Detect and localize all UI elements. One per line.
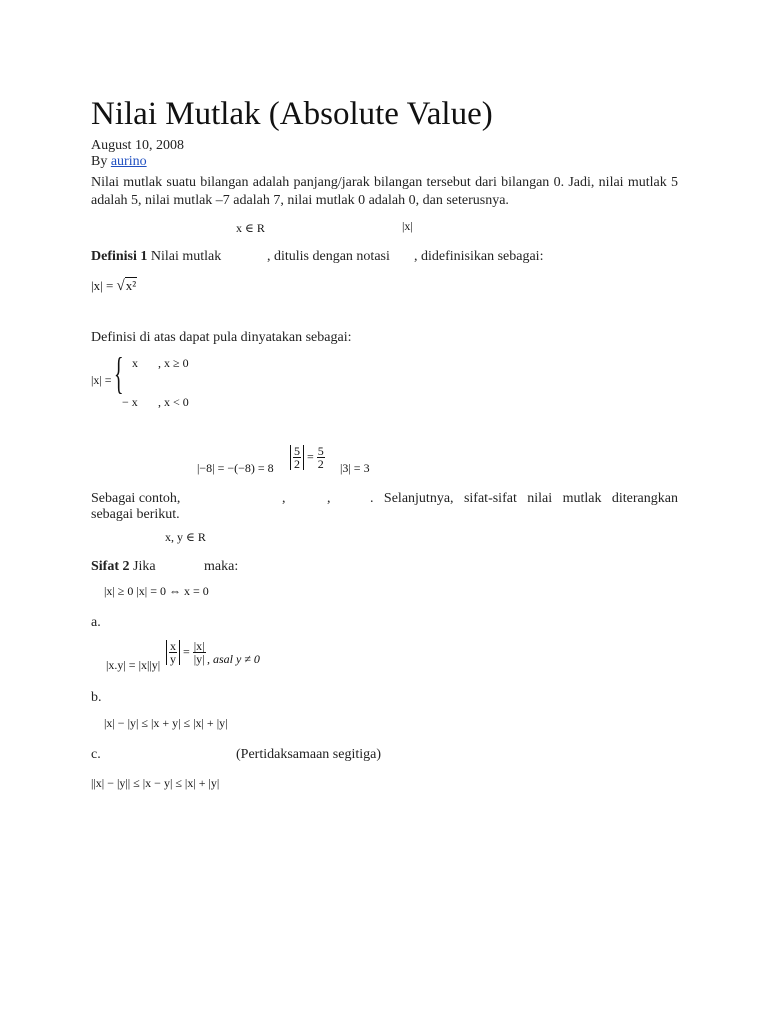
sqrt-sign-icon: √ xyxy=(116,278,125,294)
property-2-maka: maka: xyxy=(204,559,239,574)
item-b-label: b. xyxy=(91,690,102,705)
fraction-x: x xyxy=(170,639,176,653)
definition-1-text-b: , ditulis dengan notasi xyxy=(267,249,390,264)
example-text-sep1: , xyxy=(282,491,286,506)
example-math-3: |3| = 3 xyxy=(340,461,370,475)
fraction-denominator-right: 2 xyxy=(317,457,324,471)
definition-1-label: Definisi 1 xyxy=(91,249,148,264)
equals-sign-a: = xyxy=(183,644,190,659)
definition-alt-text: Definisi di atas dapat pula dinyatakan sebagai: xyxy=(91,330,352,345)
property-2 xyxy=(91,559,156,575)
item-a-formula-left: |x.y| = |x||y| xyxy=(106,658,161,672)
fraction-abs-y: |y| xyxy=(193,652,205,666)
fraction-y: y xyxy=(170,652,176,666)
example-text-start: Sebagai contoh, xyxy=(91,491,181,506)
item-c-formula: ||x| − |y|| ≤ |x − y| ≤ |x| + |y| xyxy=(91,776,220,790)
example-text-sep2: , xyxy=(327,491,331,506)
fraction-denominator: 2 xyxy=(294,457,300,471)
piecewise-case2-expr: − x xyxy=(122,395,138,409)
definition-1-text-a: Nilai mutlak xyxy=(150,249,222,264)
piecewise-case1-cond: , x ≥ 0 xyxy=(158,356,189,370)
property-2-label: Sifat 2 xyxy=(91,559,130,574)
piecewise-case2-cond: , x < 0 xyxy=(158,395,189,409)
example-math-2 xyxy=(290,445,325,470)
fraction-numerator-right: 5 xyxy=(317,444,324,458)
definition-1 xyxy=(91,249,221,265)
intro-paragraph: Nilai mutlak suatu bilangan adalah panjang/jarak bilangan tersebut dari bilangan 0. Jadi, nilai mutlak 5 adalah 5, nilai mutlak –7 adalah 7, nilai mutlak 0 adalah 0, dan seterusnya. xyxy=(91,175,678,208)
item-b-formula: |x| − |y| ≤ |x + y| ≤ |x| + |y| xyxy=(104,716,228,730)
item-a-condition: , asal y ≠ 0 xyxy=(207,652,260,666)
left-brace-icon: { xyxy=(114,349,124,398)
property-main-formula: |x| ≥ 0 |x| = 0 ⇔ x = 0 xyxy=(104,584,209,598)
definition-1-text-c: , didefinisikan sebagai: xyxy=(414,249,544,264)
by-label: By xyxy=(91,154,108,169)
post-date: August 10, 2008 xyxy=(91,138,184,153)
property-2-jika: Jika xyxy=(133,559,156,574)
example-text-line2: sebagai berikut. xyxy=(91,507,180,522)
item-c-note: (Pertidaksamaan segitiga) xyxy=(236,747,382,762)
math-xy-in-r: x, y ∈ R xyxy=(165,530,206,544)
fraction-numerator: 5 xyxy=(294,444,300,458)
piecewise-case1-expr: x xyxy=(132,356,138,370)
byline xyxy=(91,154,147,170)
definition-1-formula xyxy=(91,279,137,293)
page-title: Nilai Mutlak (Absolute Value) xyxy=(91,96,493,132)
equals-sign: = xyxy=(307,449,314,464)
sqrt-radicand: x² xyxy=(125,278,137,293)
item-a-label: a. xyxy=(91,615,101,630)
piecewise-lhs: |x| = xyxy=(91,373,112,387)
example-text-rest: . Selanjutnya, sifat-sifat nilai mutlak diterangkan xyxy=(370,491,678,506)
item-a-fraction xyxy=(166,640,206,665)
example-math-1: |−8| = −(−8) = 8 xyxy=(197,461,274,475)
formula-lhs: |x| = xyxy=(91,278,117,293)
math-abs-x: |x| xyxy=(402,219,413,233)
math-x-in-r: x ∈ R xyxy=(236,221,265,235)
author-link[interactable]: aurino xyxy=(110,154,147,169)
fraction-abs-x: |x| xyxy=(193,639,205,653)
item-c-label: c. xyxy=(91,747,101,762)
